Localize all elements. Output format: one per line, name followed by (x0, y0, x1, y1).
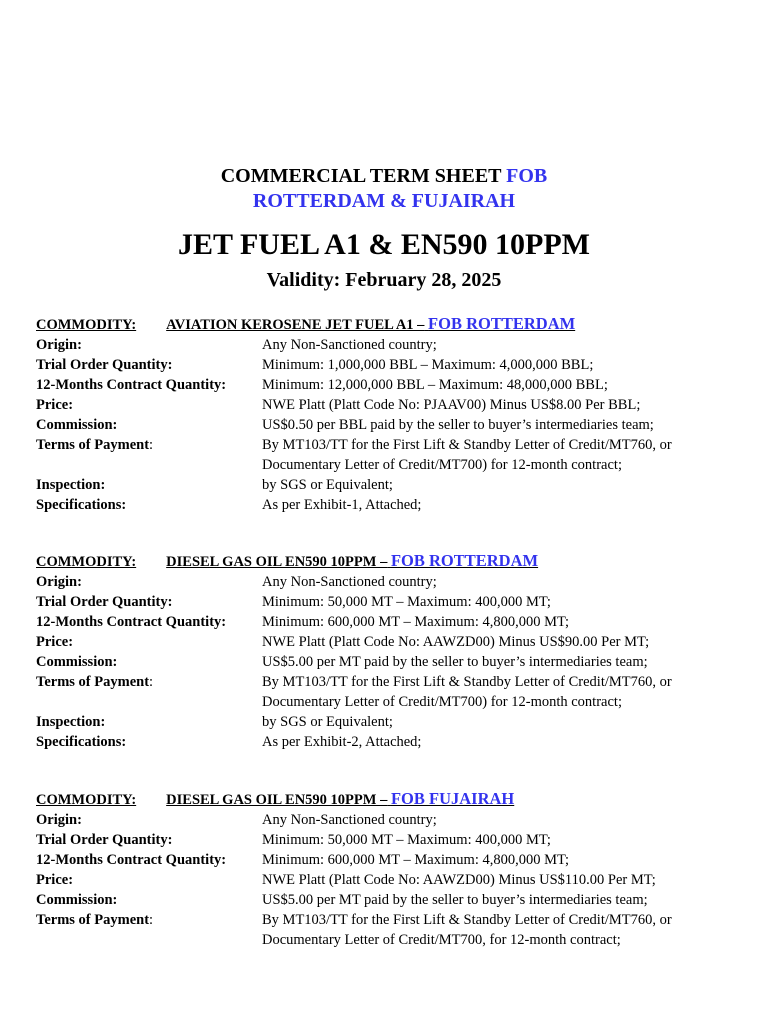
term-value: Minimum: 600,000 MT – Maximum: 4,800,000 MT; (262, 852, 570, 868)
commodity-section-2 (36, 551, 736, 752)
term-row-commission (36, 890, 736, 910)
term-value: US$5.00 per MT paid by the seller to buyer’s intermediaries team; (262, 654, 648, 670)
term-label: Trial Order Quantity: (36, 357, 173, 373)
term-row-origin (36, 810, 736, 830)
term-value: Minimum: 1,000,000 BBL – Maximum: 4,000,000 BBL; (262, 357, 594, 373)
term-row-trial-quantity (36, 355, 736, 375)
term-label: Terms of Payment: (36, 674, 154, 690)
term-value: Minimum: 12,000,000 BBL – Maximum: 48,000,000 BBL; (262, 377, 608, 393)
term-value: NWE Platt (Platt Code No: AAWZD00) Minus US$110.00 Per MT; (262, 872, 656, 888)
term-label: Origin: (36, 337, 82, 353)
heading-blue-text: FOB (506, 165, 548, 187)
term-label: Price: (36, 397, 74, 413)
commodity-name: DIESEL GAS OIL EN590 10PPM – (166, 554, 388, 570)
heading-line-1 (0, 164, 768, 189)
commodity-label: COMMODITY: (36, 317, 137, 333)
term-label: Origin: (36, 574, 82, 590)
term-row-inspection (36, 475, 736, 495)
term-row-trial-quantity (36, 830, 736, 850)
term-label: 12-Months Contract Quantity: (36, 377, 227, 393)
term-label: Trial Order Quantity: (36, 832, 173, 848)
heading-line-2: ROTTERDAM & FUJAIRAH (252, 190, 516, 212)
term-label: Inspection: (36, 477, 106, 493)
term-sheet-heading (0, 164, 768, 214)
term-value: Any Non-Sanctioned country; (262, 337, 437, 353)
term-row-trial-quantity (36, 592, 736, 612)
term-value: As per Exhibit-1, Attached; (262, 497, 422, 513)
term-value: US$5.00 per MT paid by the seller to buyer’s intermediaries team; (262, 892, 648, 908)
commodity-name: AVIATION KEROSENE JET FUEL A1 – (166, 317, 425, 333)
term-label: Price: (36, 872, 74, 888)
term-row-contract-quantity (36, 850, 736, 870)
term-value: By MT103/TT for the First Lift & Standby Letter of Credit/MT760, or Documentary Letter of Credit/MT700) for 12-month contract; (262, 437, 672, 473)
term-value: By MT103/TT for the First Lift & Standby Letter of Credit/MT760, or Documentary Letter of Credit/MT700) for 12-month contract; (262, 674, 672, 710)
delivery-location: FOB FUJAIRAH (390, 789, 515, 808)
term-row-contract-quantity (36, 375, 736, 395)
term-label: Terms of Payment: (36, 912, 154, 928)
term-value: Any Non-Sanctioned country; (262, 574, 437, 590)
term-row-price (36, 632, 736, 652)
term-label: Specifications: (36, 734, 127, 750)
term-row-inspection (36, 712, 736, 732)
term-value: By MT103/TT for the First Lift & Standby Letter of Credit/MT760, or Documentary Letter of Credit/MT700, for 12-month contract; (262, 912, 672, 948)
term-value: by SGS or Equivalent; (262, 714, 393, 730)
term-label: Commission: (36, 654, 118, 670)
term-row-payment (36, 910, 736, 950)
commodity-header (36, 551, 736, 572)
commodity-header (36, 789, 736, 810)
term-label: Terms of Payment: (36, 437, 154, 453)
term-row-price (36, 395, 736, 415)
term-value: NWE Platt (Platt Code No: AAWZD00) Minus US$90.00 Per MT; (262, 634, 650, 650)
term-label: Trial Order Quantity: (36, 594, 173, 610)
term-label: Origin: (36, 812, 82, 828)
commodity-name: DIESEL GAS OIL EN590 10PPM – (166, 792, 388, 808)
term-label: 12-Months Contract Quantity: (36, 852, 227, 868)
product-title: JET FUEL A1 & EN590 10PPM (178, 228, 590, 261)
term-row-specifications (36, 732, 736, 752)
term-row-payment (36, 672, 736, 712)
commodity-label: COMMODITY: (36, 792, 137, 808)
term-value: As per Exhibit-2, Attached; (262, 734, 422, 750)
term-row-commission (36, 652, 736, 672)
term-value: Any Non-Sanctioned country; (262, 812, 437, 828)
term-row-payment (36, 435, 736, 475)
term-value: NWE Platt (Platt Code No: PJAAV00) Minus US$8.00 Per BBL; (262, 397, 641, 413)
term-label: Specifications: (36, 497, 127, 513)
commodity-header (36, 314, 736, 335)
term-row-price (36, 870, 736, 890)
term-value: by SGS or Equivalent; (262, 477, 393, 493)
term-row-commission (36, 415, 736, 435)
commodity-label: COMMODITY: (36, 554, 137, 570)
term-row-origin (36, 335, 736, 355)
term-label: Inspection: (36, 714, 106, 730)
term-value: Minimum: 50,000 MT – Maximum: 400,000 MT; (262, 594, 551, 610)
validity-date: Validity: February 28, 2025 (266, 269, 502, 291)
term-value: Minimum: 600,000 MT – Maximum: 4,800,000 MT; (262, 614, 570, 630)
term-value: Minimum: 50,000 MT – Maximum: 400,000 MT; (262, 832, 551, 848)
commodity-section-1 (36, 314, 736, 515)
term-value: US$0.50 per BBL paid by the seller to buyer’s intermediaries team; (262, 417, 654, 433)
term-label: Commission: (36, 417, 118, 433)
term-label: Price: (36, 634, 74, 650)
delivery-location: FOB ROTTERDAM (390, 551, 539, 570)
term-label: 12-Months Contract Quantity: (36, 614, 227, 630)
term-row-contract-quantity (36, 612, 736, 632)
term-row-origin (36, 572, 736, 592)
commodity-section-3 (36, 789, 736, 950)
delivery-location: FOB ROTTERDAM (428, 314, 576, 333)
heading-black-text: COMMERCIAL TERM SHEET (220, 165, 502, 187)
term-label: Commission: (36, 892, 118, 908)
term-row-specifications (36, 495, 736, 515)
